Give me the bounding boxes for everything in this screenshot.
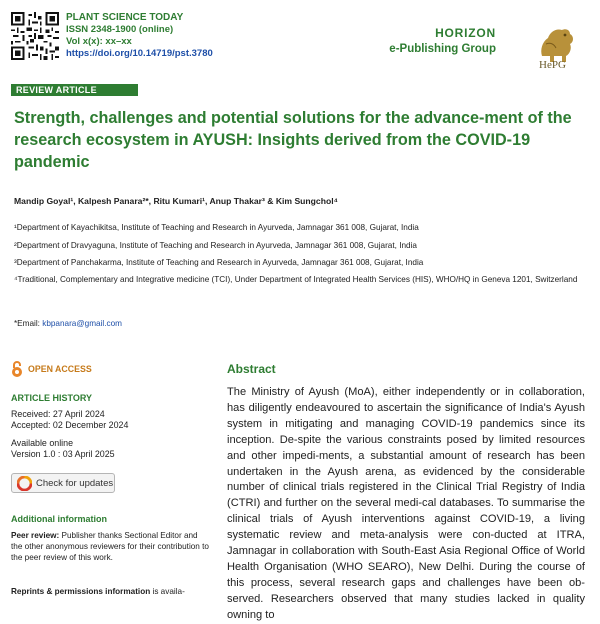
accepted-date: Accepted: 02 December 2024: [11, 420, 129, 430]
author-list: Mandip Goyal¹, Kalpesh Panara²*, Ritu Kumari¹, Anup Thakar³ & Kim Sungchol⁴: [14, 196, 338, 206]
publisher-name: [389, 26, 496, 55]
publisher-line2: e-Publishing Group: [389, 43, 496, 55]
check-for-updates-button[interactable]: [11, 473, 115, 493]
open-access-label: OPEN ACCESS: [28, 364, 92, 374]
reprints-label: Reprints & permissions information: [11, 587, 151, 596]
journal-volume: Vol x(x): xx–xx: [66, 36, 132, 47]
received-date: Received: 27 April 2024: [11, 409, 105, 419]
journal-info: [66, 12, 213, 60]
reprints-note: [11, 586, 211, 597]
article-type-banner: REVIEW ARTICLE: [11, 84, 138, 96]
version-date: Version 1.0 : 03 April 2025: [11, 449, 115, 459]
publisher-line1: HORIZON: [435, 26, 496, 40]
open-access-lock-icon: [11, 360, 23, 378]
email-label: *Email:: [14, 319, 43, 328]
affiliation-4: ⁴Traditional, Complementary and Integrative medicine (TCI), Under Department of Integrated Health Services (HIS), WHO/HQ in Geneva 1201, Switzerland: [14, 275, 578, 284]
affiliation-2: ²Department of Dravyaguna, Institute of Teaching and Research in Ayurveda, Jamnagar 361 008, Gujarat, India: [14, 241, 417, 250]
journal-issn: ISSN 2348-1900 (online): [66, 24, 174, 35]
reprints-text: is availa-: [150, 587, 185, 596]
check-updates-label: Check for updates: [36, 478, 114, 489]
check-updates-icon: [17, 476, 32, 491]
journal-name: PLANT SCIENCE TODAY: [66, 12, 184, 23]
abstract-text: The Ministry of Ayush (MoA), either independently or in collaboration, has diligently endeavoured to ascertain the significance of India's Ayush system in mitigating and managing COVID-19 pandemics since its inception. De-spite the various constraints posed by limited resources and other impedi-ments, a substantial amount of research has been undertaken in the Ayush arena, as evidenced by the considerable number of clinical trials registered in the Clinical Trial Registry of India (CTRI) and further on the several medi-cal databases. To summarise the clinical trials of Ayush interventions against COVID-19, a living systematic review and meta-analysis were con-ducted at ITRA, Jamnagar in collaboration with South-East Asia Regional Office of World Health Organisation (WHO SEARO), New Delhi. During the course of this process, several research gaps and challenges have been ob-served. Researchers observed that many studies lacked in quality owning to: [227, 386, 585, 621]
peer-review-label: Peer review:: [11, 531, 60, 540]
article-title: Strength, challenges and potential solutions for the advance-ment of the research ecosystem in AYUSH: Insights derived from the COVID-19 pandemic: [14, 109, 572, 171]
corresponding-email: [14, 319, 122, 328]
affiliation-1: ¹Department of Kayachikitsa, Institute of Teaching and Research in Ayurveda, Jamnagar 361 008, Gujarat, India: [14, 223, 419, 232]
peer-review-text: Publisher thanks Sectional Editor and the other anonymous reviewers for their contribution to the peer review of this work.: [11, 531, 209, 562]
email-link[interactable]: kbpanara@gmail.com: [42, 319, 122, 328]
hepg-logo-text: HePG: [539, 59, 566, 71]
affiliation-3: ³Department of Panchakarma, Institute of Teaching and Research in Ayurveda, Jamnagar 361 008, Gujarat, India: [14, 258, 424, 267]
article-history-heading: ARTICLE HISTORY: [11, 393, 93, 403]
available-online: Available online: [11, 438, 74, 448]
abstract-heading: Abstract: [227, 362, 276, 376]
additional-info-heading: Additional information: [11, 514, 107, 524]
peer-review-note: [11, 530, 211, 563]
qr-code-icon: [11, 12, 59, 60]
doi-link[interactable]: https://doi.org/10.14719/pst.3780: [66, 48, 213, 59]
